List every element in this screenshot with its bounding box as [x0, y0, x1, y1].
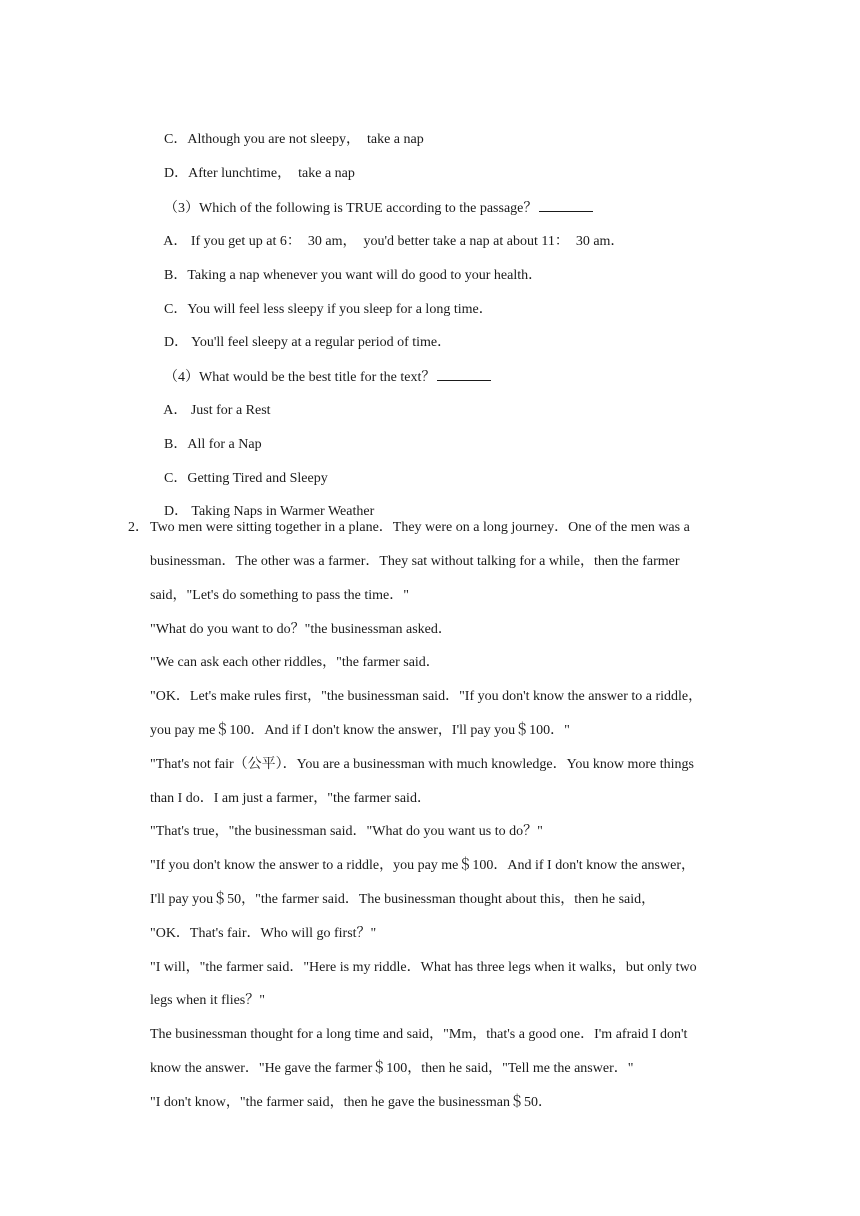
option-letter: A．	[163, 234, 188, 249]
option-text: If you get up at 6： 30 am， you'd better take a nap at about 11： 30 am．	[187, 234, 625, 249]
passage-line: "What do you want to do？"the businessman asked．	[150, 622, 452, 637]
option-letter: B．	[164, 437, 188, 452]
passage-line: I'll pay you＄50，"the farmer said．The businessman thought about this，then he said，	[150, 892, 656, 907]
passage-line: "That's true，"the businessman said．"What do you want us to do？"	[150, 824, 543, 839]
passage-line: than I do．I am just a farmer，"the farmer said．	[150, 791, 431, 806]
option-letter: C．	[164, 132, 188, 147]
option-text: After lunchtime， take a nap	[188, 166, 355, 181]
passage-line: "I will，"the farmer said．"Here is my riddle．What has three legs when it walks，but only two	[150, 960, 697, 975]
option-text: Taking a nap whenever you want will do good to your health．	[187, 268, 543, 283]
answer-blank	[437, 368, 491, 381]
option-letter: D．	[164, 504, 189, 519]
option-text: Although you are not sleepy， take a nap	[187, 132, 424, 147]
question-number: 2．	[128, 520, 149, 535]
option-letter: A．	[163, 403, 188, 418]
option-letter: C．	[164, 471, 188, 486]
passage-line: said，"Let's do something to pass the time．"	[150, 588, 409, 603]
option-letter: D．	[164, 166, 189, 181]
passage-line: "OK．Let's make rules first，"the businessman said．"If you don't know the answer to a riddle，	[150, 689, 703, 704]
option-letter: C．	[164, 302, 188, 317]
question-stem: （4）What would be the best title for the text？	[164, 370, 436, 385]
passage-line: "If you don't know the answer to a riddle，you pay me＄100．And if I don't know the answer，	[150, 858, 695, 873]
option-text: You'll feel sleepy at a regular period of time．	[188, 335, 452, 350]
option-text: You will feel less sleepy if you sleep for a long time．	[187, 302, 493, 317]
option-text: All for a Nap	[187, 437, 262, 452]
passage-line: The businessman thought for a long time and said，"Mm，that's a good one．I'm afraid I don't	[150, 1027, 688, 1042]
option-letter: B．	[164, 268, 188, 283]
passage-line: "We can ask each other riddles，"the farmer said．	[150, 655, 440, 670]
passage-line: businessman．The other was a farmer．They sat without talking for a while，then the farmer	[150, 554, 680, 569]
passage-line: Two men were sitting together in a plane．They were on a long journey．One of the men was a	[150, 520, 690, 535]
answer-blank	[539, 199, 593, 212]
passage-line: legs when it flies？"	[150, 993, 265, 1008]
option-text: Getting Tired and Sleepy	[187, 471, 328, 486]
option-letter: D．	[164, 335, 189, 350]
option-text: Just for a Rest	[187, 403, 271, 418]
passage-line: "I don't know，"the farmer said，then he gave the businessman＄50．	[150, 1095, 552, 1110]
passage-line: "OK．That's fair．Who will go first？"	[150, 926, 377, 941]
option-text: Taking Naps in Warmer Weather	[188, 504, 375, 519]
passage-line: "That's not fair（公平）．You are a businessman with much knowledge．You know more things	[150, 757, 694, 772]
passage-line: know the answer．"He gave the farmer＄100，then he said，"Tell me the answer．"	[150, 1061, 634, 1076]
passage-line: you pay me＄100．And if I don't know the answer，I'll pay you＄100．"	[150, 723, 570, 738]
question-stem: （3）Which of the following is TRUE according to the passage？	[164, 201, 538, 216]
